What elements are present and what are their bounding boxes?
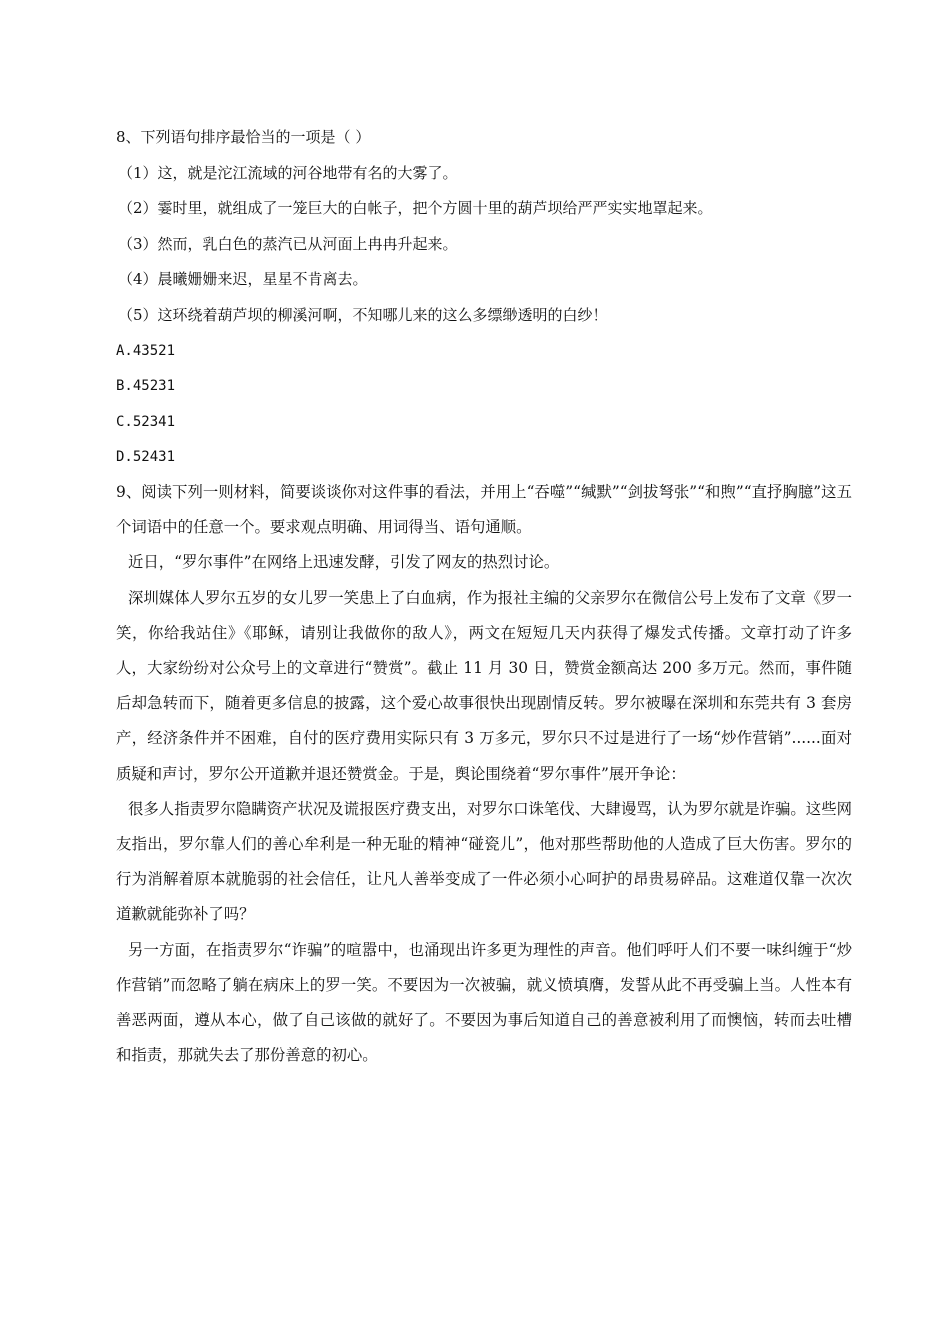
material-paragraph-3: 很多人指责罗尔隐瞒资产状况及谎报医疗费支出，对罗尔口诛笔伐、大肆谩骂，认为罗尔就是诈骗。这些网友指出，罗尔靠人们的善心牟利是一种无耻的精神“碰瓷儿”，他对那些帮助他的人造成了巨大伤害。罗尔的行为消解着原本就脆弱的社会信任，让凡人善举变成了一件必须小心呵护的昂贵易碎品。这难道仅靠一次次道歉就能弥补了吗？: [116, 799, 852, 924]
option-c: C.52341: [116, 413, 176, 430]
material-paragraph-2: 深圳媒体人罗尔五岁的女儿罗一笑患上了白血病，作为报社主编的父亲罗尔在微信公号上发布了文章《罗一笑，你给我站住》《耶稣，请别让我做你的敌人》，两文在短短几天内获得了爆发式传播。文章打动了许多人，大家纷纷对公众号上的文章进行“赞赏”。截止 11 月 30 日，赞赏金额高达 200 多万元。然而，事件随后却急转而下，随着更多信息的披露，这个爱心故事很快出现剧情反转。罗尔被曝在深圳和东莞共有 3 套房产，经济条件并不困难，自付的医疗费用实际只有 3 万多元，罗尔只不过是进行了一场“炒作营销”......面对质疑和声讨，罗尔公开道歉并退还赞赏金。于是，舆论围绕着“罗尔事件”展开争论：: [116, 588, 852, 783]
material-paragraph-1: 近日，“罗尔事件”在网络上迅速发酵，引发了网友的热烈讨论。: [128, 553, 560, 572]
question-9: [116, 475, 852, 1073]
sentence-5: （5）这环绕着葫芦坝的柳溪河啊，不知哪儿来的这么多缥缈透明的白纱！: [118, 305, 608, 324]
option-a: A.43521: [116, 342, 176, 359]
question-8: [116, 120, 856, 476]
option-d: D.52431: [116, 449, 176, 466]
sentence-2: （2）霎时里，就组成了一笼巨大的白帐子，把个方圆十里的葫芦坝给严严实实地罩起来。: [118, 199, 713, 218]
question-8-stem: 8、下列语句排序最恰当的一项是（ ）: [116, 128, 371, 146]
option-b: B.45231: [116, 378, 176, 395]
sentence-1: （1）这，就是沱江流域的河谷地带有名的大雾了。: [118, 163, 458, 182]
question-9-stem: 9、阅读下列一则材料，简要谈谈你对这件事的看法，并用上“吞噬”“缄默”“剑拔弩张”“和煦”“直抒胸臆”这五个词语中的任意一个。要求观点明确、用词得当、语句通顺。: [116, 483, 852, 537]
sentence-4: （4）晨曦姗姗来迟，星星不肯离去。: [118, 270, 368, 289]
sentence-3: （3）然而，乳白色的蒸汽已从河面上冉冉升起来。: [118, 234, 458, 253]
material-paragraph-4: 另一方面，在指责罗尔“诈骗”的喧嚣中，也涌现出许多更为理性的声音。他们呼吁人们不要一味纠缠于“炒作营销”而忽略了躺在病床上的罗一笑。不要因为一次被骗，就义愤填膺，发誓从此不再受骗上当。人性本有善恶两面，遵从本心，做了自己该做的就好了。不要因为事后知道自己的善意被利用了而懊恼，转而去吐槽和指责，那就失去了那份善意的初心。: [116, 940, 852, 1065]
